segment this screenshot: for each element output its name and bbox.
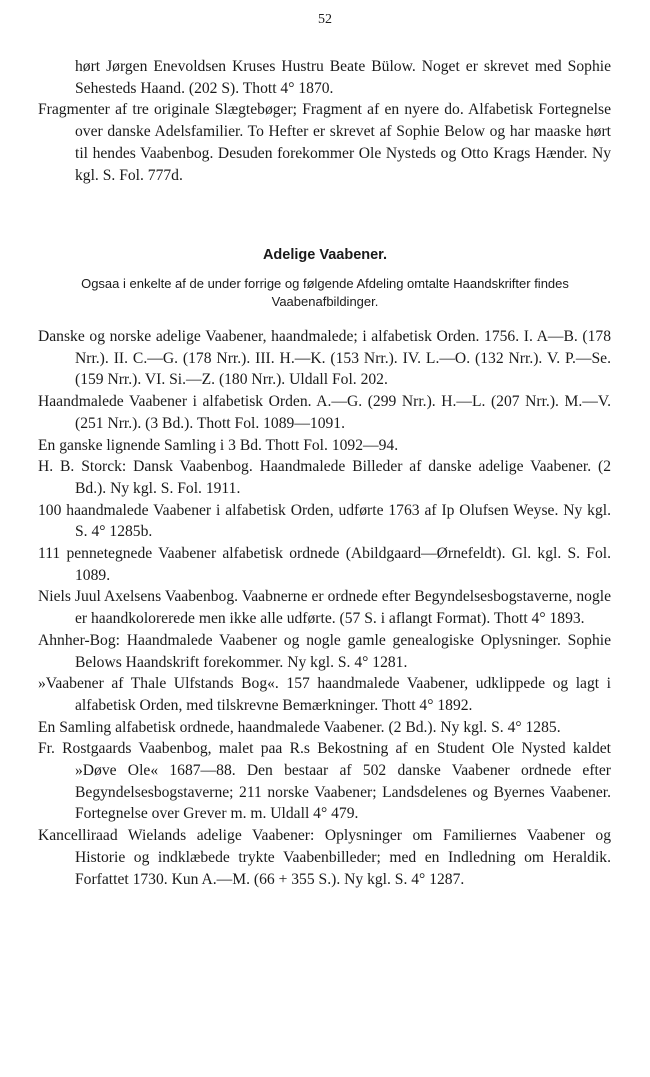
page-number: 52 [318,12,332,27]
catalog-entry: 100 haandmalede Vaabener i alfabetisk Orden, udførte 1763 af Ip Olufsen Weyse. Ny kgl. S. 4° 1285b. [38,501,611,541]
catalog-entry: Ahnher-Bog: Haandmalede Vaabener og nogle gamle genealogiske Oplysninger. Sophie Belows Haandskrift forekommer. Ny kgl. S. 4° 1281. [38,631,611,671]
catalog-entry: Danske og norske adelige Vaabener, haandmalede; i alfabetisk Orden. 1756. I. A—B. (178 Nrr.). II. C.—G. (178 Nrr.). III. H.—K. (153 Nrr.). IV. L.—O. (132 Nrr.). V. P.—Se. (159 Nrr.). VI. Si.—Z. (180 Nrr.). Uldall Fol. 202. [38,328,611,389]
catalog-entry: Niels Juul Axelsens Vaabenbog. Vaabnerne er ordnede efter Begyndelsesbogstaverne, nogle er haandkolorerede men ikke alle udførte. (57 S. i aflangt Format). Thott 4° 1893. [38,588,611,628]
catalog-entry: Fr. Rostgaards Vaabenbog, malet paa R.s Bekostning af en Student Ole Nysted kaldet »Døve Ole« 1687—88. Den bestaar af 502 danske Vaabener ordnede efter Begyndelsesbogstaverne; 211 norske Vaabener; Landsdelenes og Byernes Vaabener. Fortegnelse over Grever m. m. Uldall 4° 479. [38,740,611,823]
section-note: Ogsaa i enkelte af de under forrige og følgende Afdeling omtalte Haandskrifter findes Vaabenafbildinger. [81,276,569,309]
catalog-entry: H. B. Storck: Dansk Vaabenbog. Haandmalede Billeder af danske adelige Vaabener. (2 Bd.). Ny kgl. S. Fol. 1911. [38,458,611,497]
entries-main [38,326,611,890]
catalog-entry: En ganske lignende Samling i 3 Bd. Thott Fol. 1092—94. [38,436,399,454]
catalog-entry: »Vaabener af Thale Ulfstands Bog«. 157 haandmalede Vaabener, udklippede og lagt i alfabetisk Orden, med tilskrevne Bemærkninger. Thott 4° 1892. [38,675,611,714]
entries-top [38,56,611,186]
catalog-entry: Kancelliraad Wielands adelige Vaabener: Oplysninger om Familiernes Vaabener og Historie og indklæbede trykte Vaabenbilleder; med en Indledning om Heraldik. Forfattet 1730. Kun A.—M. (66 + 355 S.). Ny kgl. S. 4° 1287. [38,827,611,888]
section-heading: Adelige Vaabener. [262,247,388,263]
catalog-entry: 111 pennetegnede Vaabener alfabetisk ordnede (Abildgaard—Ørnefeldt). Gl. kgl. S. Fol. 1089. [38,545,611,584]
catalog-entry: Fragmenter af tre originale Slægtebøger; Fragment af en nyere do. Alfabetisk Fortegnelse over danske Adelsfamilier. To Hefter er skrevet af Sophie Below og har maaske hørt til hendes Vaabenbog. Desuden forekommer Ole Nysteds og Otto Krags Hænder. Ny kgl. S. Fol. 777d. [38,101,611,184]
catalog-entry: hørt Jørgen Enevoldsen Kruses Hustru Beate Bülow. Noget er skrevet med Sophie Sehesteds Haand. (202 S). Thott 4° 1870. [75,58,611,97]
catalog-entry: En Samling alfabetisk ordnede, haandmalede Vaabener. (2 Bd.). Ny kgl. S. 4° 1285. [38,718,561,736]
catalog-entry: Haandmalede Vaabener i alfabetisk Orden. A.—G. (299 Nrr.). H.—L. (207 Nrr.). M.—V. (251 Nrr.). (3 Bd.). Thott Fol. 1089—1091. [38,393,611,432]
